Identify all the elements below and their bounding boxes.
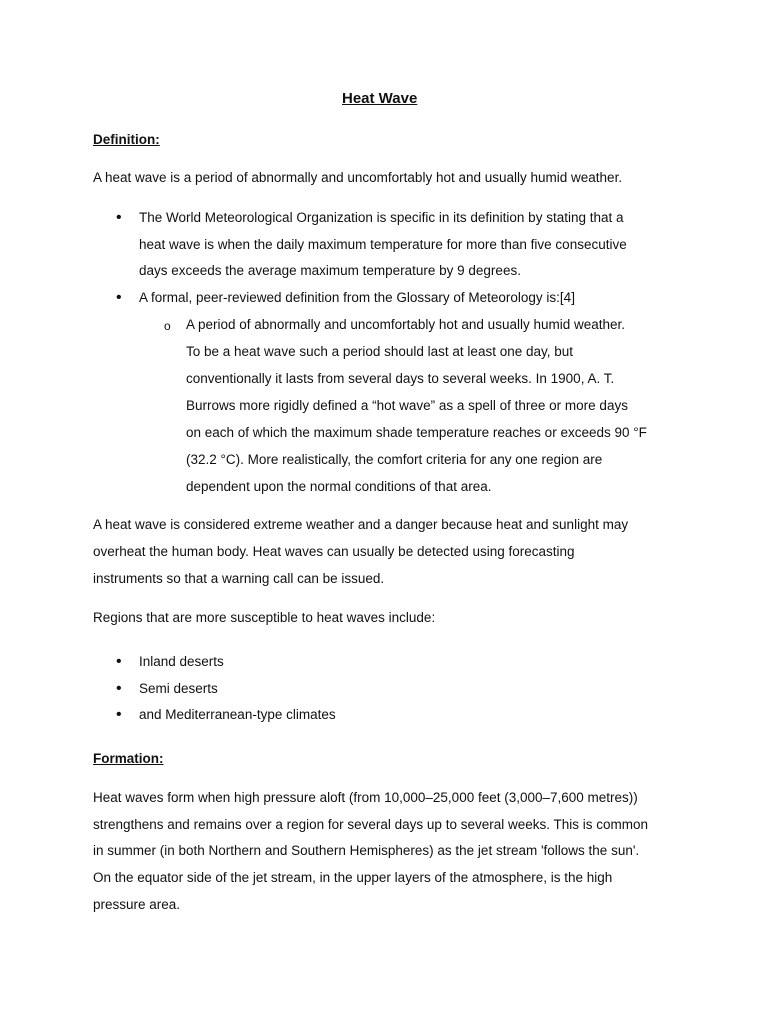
formation-heading: Formation: — [93, 751, 164, 766]
sub-bullet-line-5: on each of which the maximum shade temperature reaches or exceeds 90 °F — [186, 425, 647, 440]
region-3-marker: • — [116, 706, 122, 723]
bullet-2-line-1: A formal, peer-reviewed definition from the Glossary of Meteorology is:[4] — [139, 290, 575, 305]
sub-bullet-marker: o — [164, 319, 171, 333]
region-3: and Mediterranean-type climates — [139, 707, 336, 722]
regions-intro: Regions that are more susceptible to heat waves include: — [93, 610, 436, 625]
document-title: Heat Wave — [342, 90, 418, 107]
formation-line-2: strengthens and remains over a region for several days up to several weeks. This is common — [93, 817, 649, 832]
formation-line-3: in summer (in both Northern and Southern Hemispheres) as the jet stream 'follows the sun'. — [93, 843, 640, 858]
region-1: Inland deserts — [139, 654, 224, 669]
extreme-weather-line-3: instruments so that a warning call can be issued. — [93, 571, 385, 586]
bullet-1-line-3: days exceeds the average maximum temperature by 9 degrees. — [139, 263, 521, 278]
definition-heading: Definition: — [93, 132, 160, 147]
sub-bullet-line-6: (32.2 °C). More realistically, the comfort criteria for any one region are — [186, 452, 603, 467]
region-2: Semi deserts — [139, 681, 218, 696]
definition-intro: A heat wave is a period of abnormally and uncomfortably hot and usually humid weather. — [93, 170, 623, 185]
extreme-weather-line-2: overheat the human body. Heat waves can usually be detected using forecasting — [93, 544, 575, 559]
bullet-1-line-1: The World Meteorological Organization is specific in its definition by stating that a — [139, 210, 624, 225]
sub-bullet-line-7: dependent upon the normal conditions of that area. — [186, 479, 492, 494]
formation-line-4: On the equator side of the jet stream, in the upper layers of the atmosphere, is the high — [93, 870, 613, 885]
bullet-1-marker: • — [116, 209, 122, 226]
region-2-marker: • — [116, 680, 122, 697]
formation-line-5: pressure area. — [93, 897, 181, 912]
sub-bullet-line-1: A period of abnormally and uncomfortably hot and usually humid weather. — [186, 317, 626, 332]
bullet-1-line-2: heat wave is when the daily maximum temperature for more than five consecutive — [139, 237, 627, 252]
sub-bullet-line-3: conventionally it lasts from several days to several weeks. In 1900, A. T. — [186, 371, 615, 386]
sub-bullet-line-2: To be a heat wave such a period should last at least one day, but — [186, 344, 574, 359]
region-1-marker: • — [116, 653, 122, 670]
bullet-2-marker: • — [116, 289, 122, 306]
formation-line-1: Heat waves form when high pressure aloft (from 10,000–25,000 feet (3,000–7,600 metres)) — [93, 790, 638, 805]
extreme-weather-line-1: A heat wave is considered extreme weather and a danger because heat and sunlight may — [93, 517, 629, 532]
sub-bullet-line-4: Burrows more rigidly defined a “hot wave” as a spell of three or more days — [186, 398, 628, 413]
